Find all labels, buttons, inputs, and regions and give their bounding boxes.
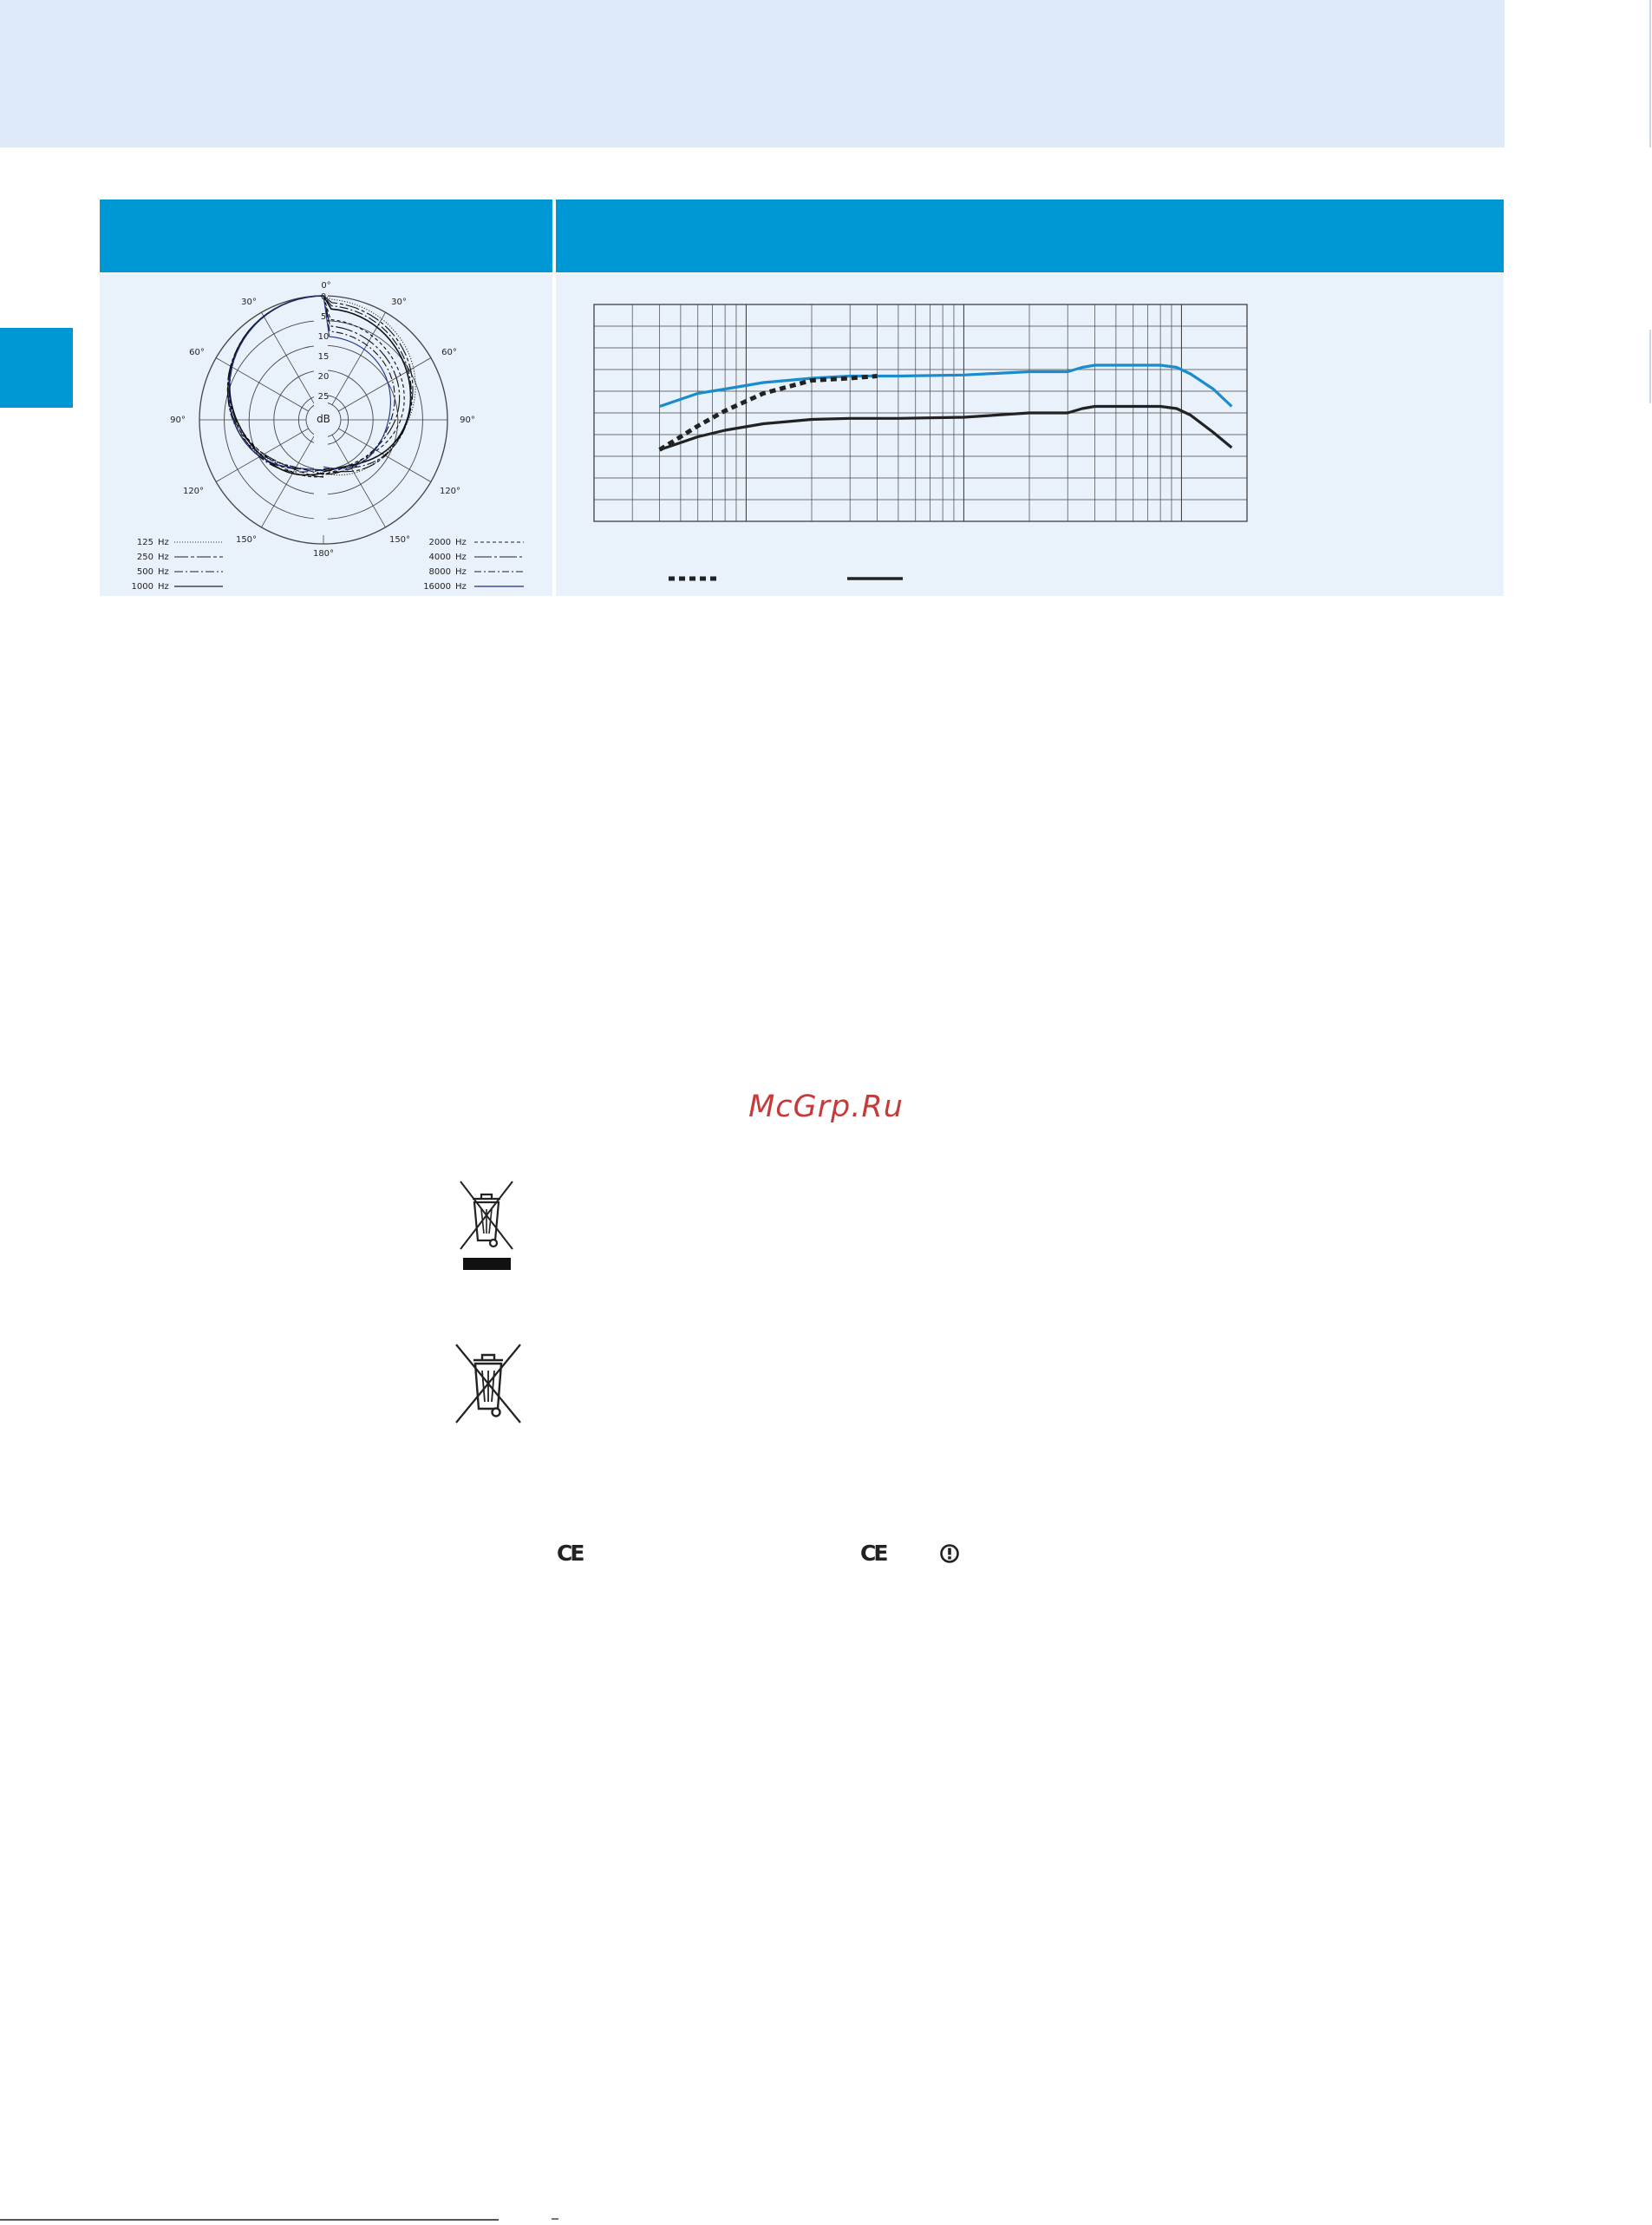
- polar-diagram: [100, 273, 552, 596]
- chart-grid: [594, 304, 1247, 521]
- footer-mark: [552, 2218, 558, 2220]
- top-band: [0, 0, 1505, 147]
- polar-spoke: [262, 312, 316, 405]
- angle-label-90-left: 90°: [170, 416, 186, 425]
- angle-label-120-left: 120°: [182, 487, 205, 496]
- legend-freq: 250: [136, 553, 153, 562]
- legend-unit: Hz: [455, 538, 467, 547]
- db-label-15: 15: [317, 352, 330, 362]
- angle-label-0: 0°: [321, 281, 331, 291]
- legend-unit: Hz: [158, 538, 169, 547]
- legend-freq: 1000: [131, 582, 153, 592]
- angle-label-120-right: 120°: [439, 487, 461, 496]
- angle-label-180: 180°: [312, 549, 335, 559]
- legend-freq: 4000: [428, 553, 451, 562]
- angle-label-60-right: 60°: [441, 348, 457, 357]
- section-tab: [0, 328, 73, 408]
- polar-pattern-header: [100, 200, 552, 272]
- db-label-20: 20: [317, 372, 330, 382]
- legend-unit: Hz: [158, 567, 169, 577]
- angle-label-90-right: 90°: [460, 416, 475, 425]
- legend-left: [132, 538, 223, 592]
- legend-unit: Hz: [158, 553, 169, 562]
- ce-mark: CE: [860, 1541, 886, 1566]
- legend-freq: 8000: [428, 567, 451, 577]
- polar-spoke: [332, 435, 386, 527]
- db-label-10: 10: [317, 332, 330, 342]
- angle-label-150-right: 150°: [389, 535, 411, 545]
- page-edge-line: [1649, 330, 1651, 403]
- legend-freq: 16000: [423, 582, 451, 592]
- legend-freq: 500: [136, 567, 153, 577]
- legend-freq: 2000: [428, 538, 451, 547]
- alert-circle-icon: [939, 1543, 960, 1567]
- polar-spoke: [338, 358, 431, 412]
- db-unit-label: dB: [317, 413, 330, 425]
- angle-label-60-left: 60°: [189, 348, 205, 357]
- db-label-0: 0: [320, 292, 327, 302]
- angle-label-30-left: 30°: [241, 298, 257, 307]
- polar-pattern-panel: [100, 273, 552, 596]
- crossed-out-wheelie-bin-icon: [453, 1343, 524, 1430]
- crossed-out-wheelie-bin-with-bar-icon: [455, 1180, 518, 1275]
- watermark: McGrp.Ru: [748, 1090, 904, 1124]
- legend-unit: Hz: [455, 567, 467, 577]
- polar-spoke: [262, 435, 316, 527]
- page-edge-line: [1649, 0, 1651, 147]
- angle-label-30-right: 30°: [391, 298, 407, 307]
- frequency-response-chart: [556, 273, 1504, 596]
- legend-right: [423, 538, 524, 592]
- legend-unit: Hz: [158, 582, 169, 592]
- db-label-25: 25: [317, 392, 330, 402]
- footer-rule: [0, 2219, 499, 2221]
- legend-freq: 125: [136, 538, 153, 547]
- db-label-5: 5: [320, 312, 327, 322]
- ce-mark: CE: [557, 1541, 583, 1566]
- frequency-response-panel: [556, 273, 1504, 596]
- chart-series: [660, 365, 1232, 450]
- angle-label-150-left: 150°: [235, 535, 258, 545]
- legend-unit: Hz: [455, 553, 467, 562]
- frequency-response-header: [556, 200, 1504, 272]
- legend-unit: Hz: [455, 582, 467, 592]
- polar-spoke: [332, 312, 386, 405]
